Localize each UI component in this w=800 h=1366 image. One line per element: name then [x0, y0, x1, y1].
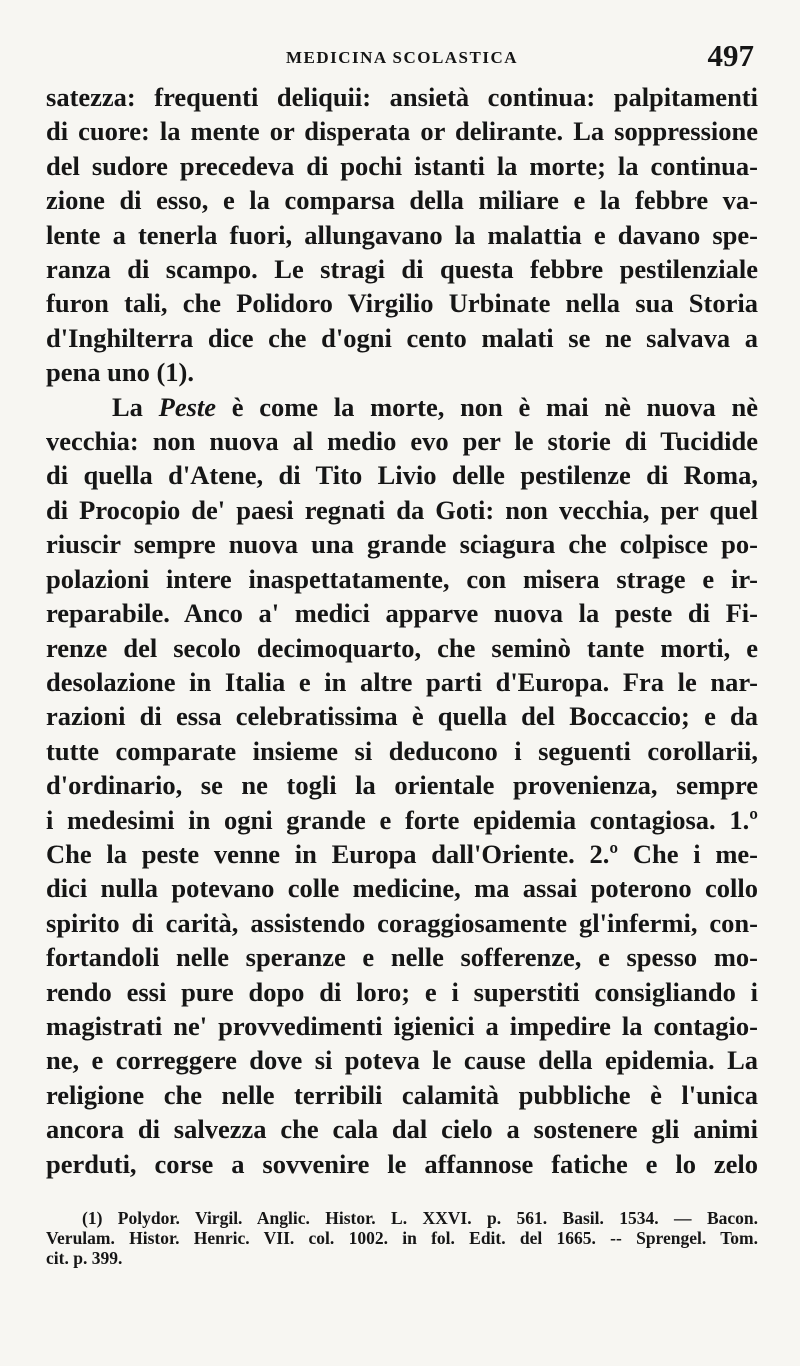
peste-suffix: è come la morte, non è mai nè nuova nè — [216, 391, 758, 422]
text-line: ancora di salvezza che cala dal cielo a sostenere gli animi — [46, 1114, 758, 1145]
text-line: satezza: frequenti deliquii: ansietà continua: palpitamenti — [46, 82, 758, 112]
footnote — [46, 1208, 758, 1268]
text-line: pena uno (1). — [46, 357, 194, 388]
text-line: di cuore: la mente or disperata or delirante. La soppressione — [46, 116, 758, 147]
text-line: razioni di essa celebratissima è quella del Boccaccio; e da — [46, 701, 758, 732]
text-line: polazioni intere inaspettatamente, con misera strage e ir- — [46, 563, 758, 594]
text-line: d'Inghilterra dice che d'ogni cento malati se ne salvava a — [46, 322, 758, 353]
text-line: del sudore precedeva di pochi istanti la morte; la continua- — [46, 150, 758, 181]
text-line: rendo essi pure dopo di loro; e i superstiti consigliando i — [46, 976, 758, 1007]
running-head — [46, 38, 758, 78]
text-line-peste — [46, 390, 758, 424]
text-line: zione di esso, e la comparsa della miliare e la febbre va- — [46, 185, 758, 216]
text-line: i medesimi in ogni grande e forte epidemia contagiosa. 1.º — [46, 804, 758, 835]
peste-italic-word: Peste — [158, 391, 217, 422]
text-line: spirito di carità, assistendo coraggiosamente gl'infermi, con- — [46, 907, 758, 938]
text-line: renze del secolo decimoquarto, che seminò tante morti, e — [46, 632, 758, 663]
text-line: furon tali, che Polidoro Virgilio Urbinate nella sua Storia — [46, 288, 758, 319]
text-line: vecchia: non nuova al medio evo per le storie di Tucidide — [46, 426, 758, 457]
text-line: ranza di scampo. Le stragi di questa febbre pestilenziale — [46, 254, 758, 285]
text-line: religione che nelle terribili calamità pubbliche è l'unica — [46, 1079, 758, 1110]
text-line: d'ordinario, se ne togli la orientale provenienza, sempre — [46, 770, 758, 801]
body-text — [46, 80, 758, 1181]
text-line: perduti, corse a sovvenire le affannose fatiche e lo zelo — [46, 1148, 758, 1179]
footnote-line: cit. p. 399. — [46, 1248, 123, 1268]
text-line: lente a tenerla fuori, allungavano la malattia e davano spe- — [46, 219, 758, 250]
text-line: desolazione in Italia e in altre parti d'Europa. Fra le nar- — [46, 666, 758, 697]
running-title: MEDICINA SCOLASTICA — [285, 48, 519, 67]
peste-prefix: La — [112, 391, 159, 422]
text-line: Che la peste venne in Europa dall'Oriente. 2.º Che i me- — [46, 838, 758, 869]
footnote-line: Verulam. Histor. Henric. VII. col. 1002. in fol. Edit. del 1665. -- Sprengel. Tom. — [46, 1228, 758, 1248]
text-line: di Procopio de' paesi regnati da Goti: non vecchia, per quel — [46, 494, 758, 525]
text-line: magistrati ne' provvedimenti igienici a impedire la contagio- — [46, 1010, 758, 1041]
text-line: di quella d'Atene, di Tito Livio delle pestilenze di Roma, — [46, 460, 758, 491]
text-line: riuscir sempre nuova una grande sciagura che colpisce po- — [46, 529, 758, 560]
text-line: fortandoli nelle speranze e nelle sofferenze, e spesso mo- — [46, 942, 758, 973]
footnote-line: (1) Polydor. Virgil. Anglic. Histor. L. XXVI. p. 561. Basil. 1534. — Bacon. — [82, 1208, 758, 1228]
text-line: dici nulla potevano colle medicine, ma assai poterono collo — [46, 873, 758, 904]
page-number: 497 — [707, 38, 754, 73]
text-line: ne, e correggere dove si poteva le cause della epidemia. La — [46, 1045, 758, 1076]
text-line: tutte comparate insieme si deducono i seguenti corollarii, — [46, 735, 758, 766]
text-line: reparabile. Anco a' medici apparve nuova la peste di Fi- — [46, 598, 758, 629]
